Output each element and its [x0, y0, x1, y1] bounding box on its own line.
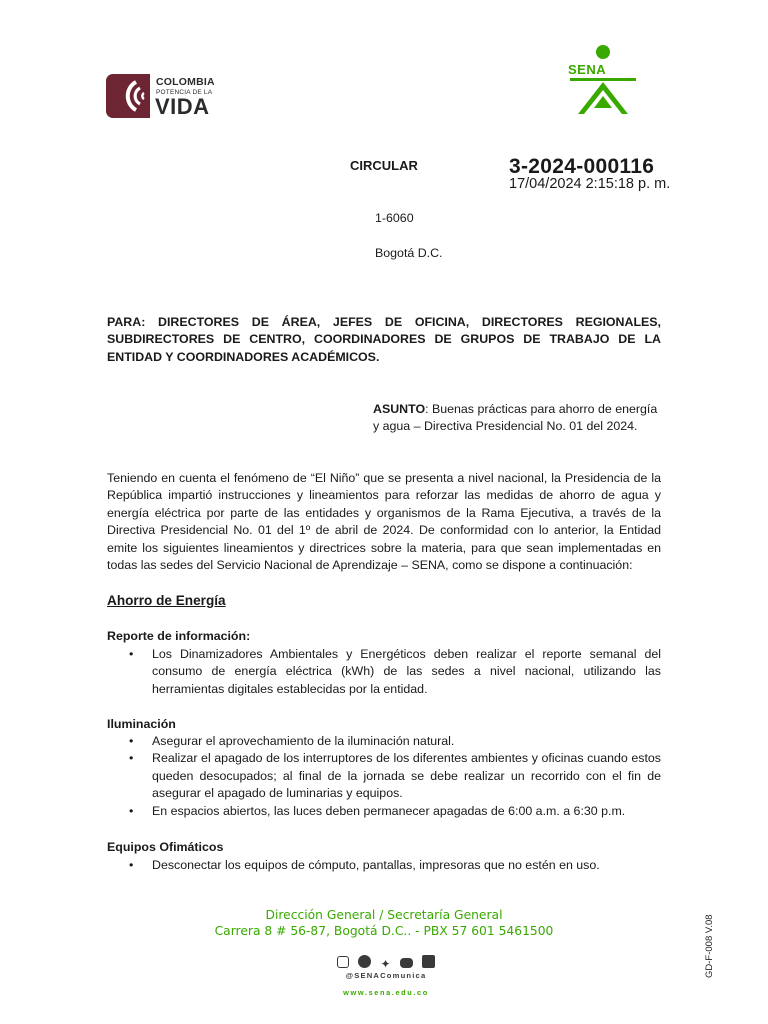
intro-paragraph: Teniendo en cuenta el fenómeno de “El Niño” que se presenta a nivel nacional, la Presidencia de la República impartió instrucciones y lineamientos para reforzar las medidas de ahorro de agua y energía eléctrica por parte de las entidades y organismos de la Rama Ejecutiva, a través de la Directiva Presidencial No. 01 del 1º de abril de 2024. De conformidad con lo anterior, la Entidad emite los siguientes lineamientos y directrices sobre la materia, para que sean implementadas en todas las sedes del Servicio Nacional de Aprendizaje – SENA, como se dispone a continuación:: [107, 471, 661, 573]
list-item: • En espacios abiertos, las luces deben permanecer apagadas de 6:00 a.m. a 6:30 p.m.: [107, 803, 661, 820]
sena-logo: [566, 44, 642, 118]
form-code: GD-F-008 V.08: [704, 914, 715, 978]
sena-logo-word: SENA: [568, 62, 607, 77]
subsection-title-equipos: Equipos Ofimáticos: [107, 840, 224, 854]
sena-emblem-icon: [566, 44, 642, 118]
facebook-icon[interactable]: [358, 955, 371, 968]
list-item: • Realizar el apagado de los interruptores de los diferentes ambientes y oficinas cuando estos queden desocupados; al final de la jornada se debe realizar un recorrido con el fin de asegurar el apagado de luminarias y equipos.: [107, 750, 661, 802]
iluminacion-list: [107, 733, 661, 820]
recipients: PARA: DIRECTORES DE ÁREA, JEFES DE OFICINA, DIRECTORES REGIONALES, SUBDIRECTORES DE CENTRO, COORDINADORES DE GRUPOS DE TRABAJO DE LA ENTIDAD Y COORDINADORES ACADÉMICOS.: [107, 315, 661, 364]
section-title: Ahorro de Energía: [107, 593, 226, 608]
subject: [373, 401, 663, 436]
colombia-potencia-logo: [106, 74, 220, 120]
radicado-number: 3-2024-000116: [509, 155, 655, 178]
subject-text: : Buenas prácticas para ahorro de energía y agua – Directiva Presidencial No. 01 del 2024.: [373, 402, 658, 434]
linkedin-icon[interactable]: [422, 955, 435, 968]
colombia-logo-line1: COLOMBIA: [156, 76, 215, 88]
equipos-list: [107, 857, 661, 874]
document-type: CIRCULAR: [350, 158, 418, 173]
footer-address: [184, 907, 584, 939]
instagram-icon[interactable]: [337, 956, 349, 968]
list-item: • Desconectar los equipos de cómputo, pantallas, impresoras que no estén en uso.: [107, 857, 661, 874]
dependency-code: 1-6060: [375, 211, 414, 225]
city: Bogotá D.C.: [375, 246, 443, 260]
footer-line1: Dirección General / Secretaría General: [265, 908, 503, 922]
footer-line2: Carrera 8 # 56-87, Bogotá D.C.. - PBX 57 601 5461500: [214, 924, 554, 938]
subsection-title-iluminacion: Iluminación: [107, 717, 176, 731]
colombia-mark-icon: [106, 74, 150, 118]
subject-label: ASUNTO: [373, 402, 426, 416]
youtube-icon[interactable]: [400, 958, 413, 968]
list-item: • Los Dinamizadores Ambientales y Energéticos deben realizar el reporte semanal del consumo de energía eléctrica (kWh) de las sedes a nivel nacional, utilizando las herramientas digitales establecidas por la entidad.: [107, 646, 661, 698]
reporte-list: [107, 646, 661, 698]
subsection-title-reporte: Reporte de información:: [107, 629, 251, 643]
radicado-datetime: 17/04/2024 2:15:18 p. m.: [509, 176, 671, 192]
social-handle: @SENAComunica: [345, 971, 427, 980]
colombia-logo-line2: POTENCIA DE LA: [156, 89, 213, 96]
twitter-icon[interactable]: ✦: [380, 957, 391, 971]
colombia-logo-line3: VIDA: [155, 94, 210, 119]
website-link[interactable]: www.sena.edu.co: [343, 988, 429, 997]
list-item: • Asegurar el aprovechamiento de la iluminación natural.: [107, 733, 661, 750]
